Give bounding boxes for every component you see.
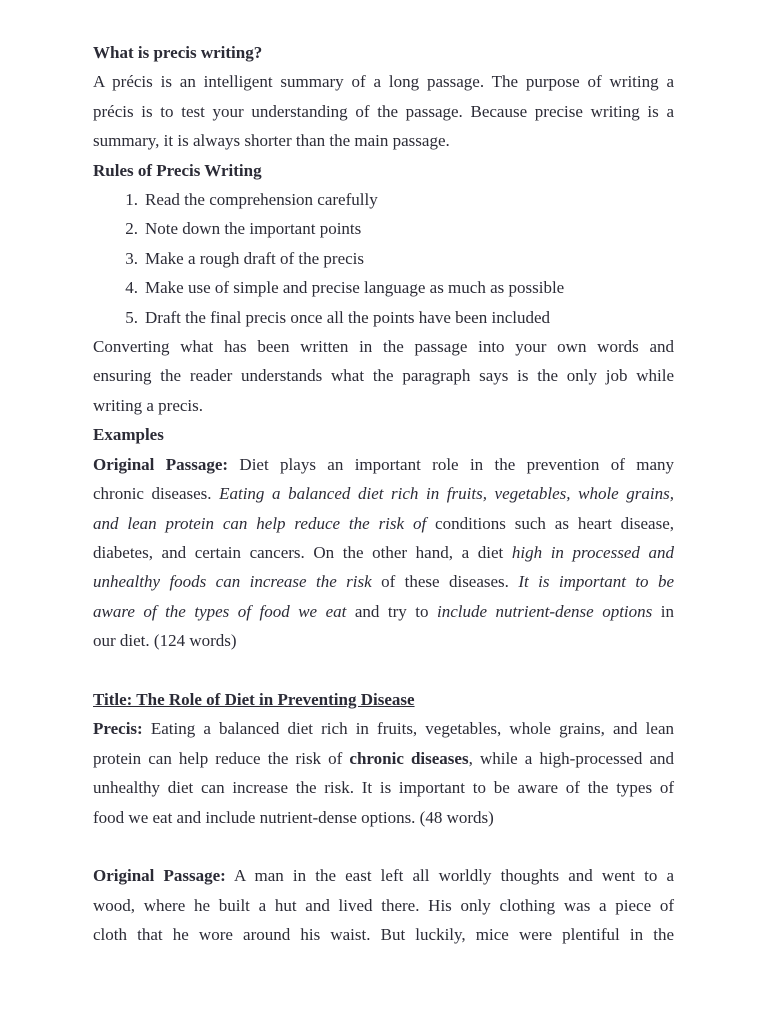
converting-line: writing a precis.: [93, 395, 203, 415]
passage-line: [93, 567, 674, 596]
precis-line: unhealthy diet can increase the risk. It is important to be aware of the types of: [93, 778, 674, 798]
list-text: Draft the final precis once all the points have been included: [145, 307, 551, 327]
precis-line: [93, 744, 674, 773]
passage-line: [93, 597, 674, 626]
precis-line: [93, 714, 674, 743]
heading-rules: Rules of Precis Writing: [93, 160, 262, 180]
passage-line: wood, where he built a hut and lived there. His only clothing was a piece of: [93, 895, 674, 915]
list-item: [93, 185, 674, 214]
precis-label: Precis:: [93, 719, 143, 739]
converting-line: Converting what has been written in the passage into your own words and: [93, 337, 674, 357]
precis-title: Title: The Role of Diet in Preventing Disease: [93, 689, 415, 709]
intro-line: summary, it is always shorter than the main passage.: [93, 131, 450, 151]
list-item: [93, 244, 674, 273]
passage-text: chronic diseases.: [93, 484, 220, 504]
passage-text: Diet plays an important role in the prevention of many: [228, 454, 674, 474]
passage-text: of these diseases.: [371, 572, 519, 592]
list-item: [93, 273, 674, 302]
list-number: 1.: [125, 190, 138, 210]
list-number: 3.: [125, 248, 138, 268]
passage-line: [93, 861, 674, 890]
passage-text: in: [652, 601, 674, 621]
passage-italic-text: and lean protein can help reduce the risk of: [93, 513, 427, 533]
list-number: 2.: [125, 219, 138, 239]
precis-1: [93, 714, 674, 832]
precis-bold-text: chronic diseases: [349, 748, 469, 768]
blank-line: [93, 656, 674, 685]
passage-line: [93, 450, 674, 479]
list-number: 5.: [125, 307, 138, 327]
passage-text: diabetes, and certain cancers. On the other hand, a diet: [93, 542, 512, 562]
passage-italic-text: high in processed and: [511, 542, 674, 562]
list-text: Make use of simple and precise language as much as possible: [145, 278, 565, 298]
intro-line: A précis is an intelligent summary of a long passage. The purpose of writing a: [93, 72, 674, 92]
passage-label: Original Passage:: [93, 866, 226, 886]
passage-text: and try to: [346, 601, 437, 621]
list-text: Read the comprehension carefully: [145, 190, 378, 210]
converting-paragraph: [93, 332, 674, 420]
list-item: [93, 303, 674, 332]
list-number: 4.: [125, 278, 138, 298]
passage-text: our diet. (124 words): [93, 631, 237, 651]
intro-paragraph: [93, 67, 674, 155]
passage-italic-text: aware of the types of food we eat: [93, 601, 347, 621]
heading-examples: Examples: [93, 425, 164, 445]
precis-text: , while a high-processed and: [468, 748, 674, 768]
precis-line: food we eat and include nutrient-dense options. (48 words): [93, 807, 494, 827]
passage-text: conditions such as heart disease,: [426, 513, 675, 533]
blank-line: [93, 832, 674, 861]
document-page: [93, 38, 674, 950]
rules-list: [93, 185, 674, 332]
heading-what-is-precis: What is precis writing?: [93, 43, 263, 62]
passage-line: [93, 479, 674, 508]
list-text: Note down the important points: [145, 219, 362, 239]
intro-line: précis is to test your understanding of the passage. Because precise writing is a: [93, 101, 674, 121]
passage-italic-text: It is important to be: [518, 572, 674, 592]
example-2-passage: [93, 861, 674, 949]
passage-line: [93, 509, 674, 538]
precis-text: protein can help reduce the risk of: [93, 748, 350, 768]
example-1-passage: [93, 450, 674, 656]
passage-text: A man in the east left all worldly thoughts and went to a: [225, 866, 674, 886]
precis-text: Eating a balanced diet rich in fruits, vegetables, whole grains, and lean: [142, 719, 674, 739]
passage-line: cloth that he wore around his waist. But luckily, mice were plentiful in the: [93, 925, 674, 945]
passage-line: [93, 538, 674, 567]
passage-label: Original Passage:: [93, 454, 229, 474]
passage-italic-text: unhealthy foods can increase the risk: [93, 572, 372, 592]
passage-italic-text: Eating a balanced diet rich in fruits, vegetables, whole grains,: [219, 484, 674, 504]
passage-italic-text: include nutrient-dense options: [436, 601, 653, 621]
converting-line: ensuring the reader understands what the paragraph says is the only job while: [93, 366, 674, 386]
list-text: Make a rough draft of the precis: [145, 248, 365, 268]
list-item: [93, 214, 674, 243]
